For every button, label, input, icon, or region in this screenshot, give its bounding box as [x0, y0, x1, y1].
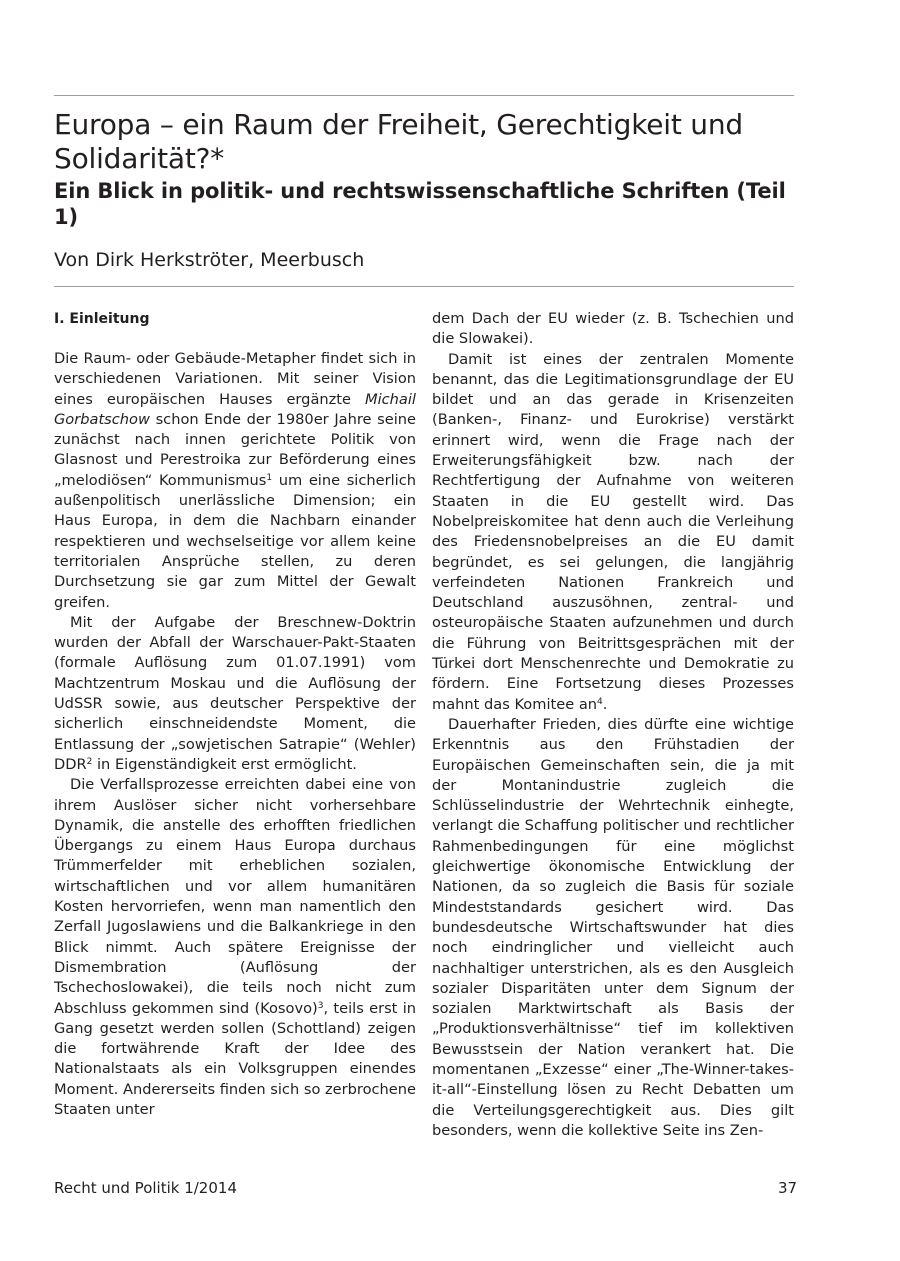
page-number: 37: [778, 1179, 798, 1197]
text-run: um eine sicherlich außenpolitisch unerlässliche Dimension; ein Haus Europa, in dem die Nachbarn einander respektieren und wechselseitige vor allem keine territorialen Ansprüche stellen, zu deren Durchsetzung sie gar zum Mittel der Gewalt greifen.: [54, 471, 416, 611]
text-run: , teils erst in Gang gesetzt werden sollen (Schottland) zeigen die fortwährende Kraft der Idee des Nationalstaats als ein Volksgruppen einendes Moment. Andererseits finden sich so zerbrochene Staaten unter: [54, 999, 417, 1118]
right-column: [432, 309, 794, 1141]
text-run: .: [602, 695, 608, 713]
paragraph: [54, 613, 416, 775]
person-name: Michail Gorbatschow: [54, 390, 416, 428]
left-column: [54, 309, 416, 1120]
top-rule: [54, 95, 794, 96]
paragraph: [54, 775, 416, 1120]
title-block: [54, 108, 814, 272]
text-run: Damit ist eines der zentralen Momente benannt, das die Legitimationsgrundlage der EU bildet und an das gerade in Krisenzeiten (Banken-, Finanz- und Eurokrise) verstärkt erinnert wird, wenn die Frage nach der Erweiterungsfähigkeit bzw. nach der Rechtfertigung der Aufnahme von weiteren Staaten in die EU gestellt wird. Das Nobelpreiskomitee hat denn auch die Verleihung des Friedensnobelpreises an die EU damit begründet, es sei gelungen, die langjährig verfeindeten Nationen Frankreich und Deutschland auszusöhnen, zentral- und osteuropäische Staaten aufzunehmen und durch die Führung von Beitrittsgesprächen mit der Türkei dort Menschenrechte und Demokratie zu fördern. Eine Fortsetzung dieses Prozesses mahnt das Komitee an: [432, 350, 794, 713]
article-subtitle: Ein Blick in politik- und rechtswissenschaftliche Schriften (Teil 1): [54, 179, 786, 229]
text-run: Die Raum- oder Gebäude-Metapher findet sich in verschiedenen Variationen. Mit seiner Vision eines europäischen Hauses ergänzte: [54, 350, 416, 408]
paragraph-continued: dem Dach der EU wieder (z. B. Tschechien und die Slowakei).: [432, 310, 794, 348]
footnote-ref: 3: [317, 1000, 324, 1011]
footer-journal: Recht und Politik 1/2014: [54, 1179, 237, 1197]
text-run: Mit der Aufgabe der Breschnew-Doktrin wurden der Abfall der Warschauer-Pakt-Staaten (formale Auflösung zum 01.07.1991) vom Machtzentrum Moskau und die Auflösung der UdSSR sowie, aus deutscher Perspektive der sicherlich einschneidendste Moment, die Entlassung der „sowjetischen Satrapie“ (Wehler) DDR: [54, 613, 416, 773]
footnote-ref: 2: [86, 756, 93, 767]
paragraph: [432, 350, 794, 715]
text-run: Die Verfallsprozesse erreichten dabei eine von ihrem Auslöser sicher nicht vorhersehbare Dynamik, die anstelle des erhofften friedlichen Übergangs zu einem Haus Europa durchaus Trümmerfelder mit erheblichen sozialen, wirtschaftlichen und vor allem humanitären Kosten hervorriefen, wenn man namentlich den Zerfall Jugoslawiens und die Balkankriege in den Blick nimmt. Auch spätere Ereignisse der Dismembration (Auflösung der Tschechoslowakei), die teils noch nicht zum Abschluss gekommen sind (Kosovo): [54, 776, 416, 1017]
text-run: schon Ende der 1980er Jahre seine zunächst nach innen gerichtete Politik von Glasnost und Perestroika zur Beförderung eines „melodiösen“ Kommunismus: [54, 410, 416, 489]
footnote-ref: 1: [266, 472, 273, 483]
paragraph: [54, 349, 416, 613]
section-heading: I. Einleitung: [54, 311, 150, 327]
paragraph: Dauerhafter Frieden, dies dürfte eine wichtige Erkenntnis aus den Frühstadien der Europäischen Gemeinschaften sein, die ja mit der Montanindustrie zugleich die Schlüsselindustrie der Wehrtechnik einhegte, verlangt die Schaffung politischer und rechtlicher Rahmenbedingungen für eine möglichst gleichwertige ökonomische Entwicklung der Nationen, da so zugleich die Basis für soziale Mindeststandards gesichert wird. Das bundesdeutsche Wirtschaftswunder hat dies noch eindringlicher und vielleicht auch nachhaltiger unterstrichen, als es den Ausgleich sozialer Disparitäten unter dem Signum der sozialen Marktwirtschaft als Basis der „Produktionsverhältnisse“ tief im kollektiven Bewusstsein der Nation verankert hat. Die momentanen „Exzesse“ einer „The-Winner-takes-it-all“-Einstellung lösen zu Recht Debatten um die Verteilungsgerechtigkeit aus. Dies gilt besonders, wenn die kollektive Seite ins Zen-: [432, 715, 794, 1139]
text-run: in Eigenständigkeit erst ermöglicht.: [92, 755, 357, 773]
footnote-ref: 4: [597, 696, 603, 707]
article-title: Europa – ein Raum der Freiheit, Gerechtigkeit und Solidarität?*: [54, 108, 743, 175]
header-rule: [54, 286, 794, 287]
article-author: Von Dirk Herkströter, Meerbusch: [54, 249, 365, 271]
